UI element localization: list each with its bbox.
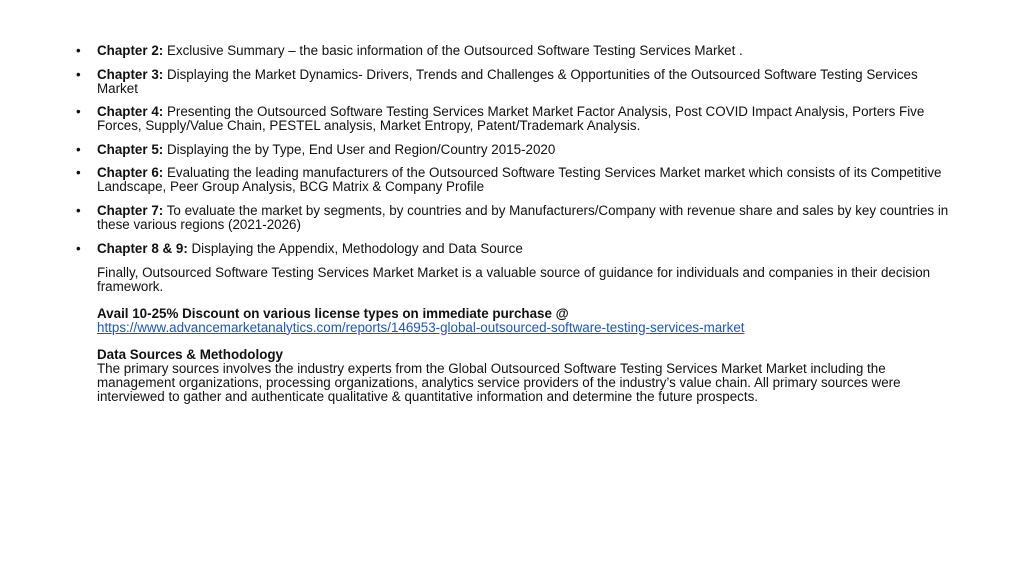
chapter-item-7 (76, 204, 956, 232)
chapter-item-6 (76, 166, 956, 194)
data-sources-section (97, 348, 956, 404)
chapter-description: Displaying the by Type, End User and Region/Country 2015-2020 (166, 141, 556, 157)
bullet-icon: • (76, 66, 81, 82)
chapter-label: Chapter 5: (97, 141, 164, 157)
chapter-description: Evaluating the leading manufacturers of the Outsourced Software Testing Services Market market which consists of its Competitive Landscape, Peer Group Analysis, BCG Matrix & Company Profile (97, 165, 942, 195)
data-sources-heading: Data Sources & Methodology (97, 346, 284, 362)
chapter-label: Chapter 8 & 9: (97, 240, 188, 256)
chapter-text (97, 204, 956, 232)
chapter-description: Presenting the Outsourced Software Testing Services Market Market Factor Analysis, Post COVID Impact Analysis, Porters Five Forces, Supply/Value Chain, PESTEL analysis, Market Entropy, Patent/Trademark Analysis. (97, 104, 925, 134)
report-link[interactable]: https://www.advancemarketanalytics.com/reports/146953-global-outsourced-software-testing-services-market (97, 319, 745, 335)
chapter-item-4 (76, 105, 956, 133)
chapter-item-5 (76, 143, 956, 157)
chapter-text (97, 242, 956, 256)
chapter-item-8-9 (76, 242, 956, 256)
chapter-label: Chapter 6: (97, 165, 164, 181)
bullet-icon: • (76, 202, 81, 218)
bullet-icon: • (76, 43, 81, 58)
chapter-label: Chapter 4: (97, 104, 164, 120)
bullet-icon: • (76, 240, 81, 256)
chapter-list (76, 44, 956, 256)
discount-offer (97, 307, 956, 335)
chapter-text (97, 143, 956, 157)
data-sources-text: The primary sources involves the industry experts from the Global Outsourced Software Testing Services Market Market including the management organizations, processing organizations, analytics service providers of the industry’s value chain. All primary sources were interviewed to gather and authenticate qualitative & quantitative information and determine the future prospects. (97, 360, 901, 404)
chapter-item-2 (76, 44, 956, 58)
chapter-item-3 (76, 68, 956, 96)
chapter-description: To evaluate the market by segments, by countries and by Manufacturers/Company with revenue share and sales by key countries in these various regions (2021-2026) (97, 202, 949, 232)
chapter-label: Chapter 3: (97, 66, 164, 82)
chapter-description: Displaying the Market Dynamics- Drivers, Trends and Challenges & Opportunities of the Outsourced Software Testing Services Market (97, 66, 918, 96)
chapter-text (97, 68, 956, 96)
chapter-label: Chapter 2: (97, 43, 164, 58)
chapter-text (97, 44, 956, 58)
bullet-icon: • (76, 104, 81, 120)
chapter-label: Chapter 7: (97, 202, 164, 218)
finally-paragraph: Finally, Outsourced Software Testing Services Market Market is a valuable source of guidance for individuals and companies in their decision framework. (97, 264, 931, 294)
chapter-text (97, 105, 956, 133)
bullet-icon: • (76, 165, 81, 181)
chapter-description: Displaying the Appendix, Methodology and Data Source (191, 240, 523, 256)
chapter-text (97, 166, 956, 194)
chapter-description: Exclusive Summary – the basic information of the Outsourced Software Testing Services Market . (166, 43, 743, 58)
slide-content (76, 44, 956, 404)
bullet-icon: • (76, 141, 81, 157)
discount-heading: Avail 10-25% Discount on various license types on immediate purchase @ (97, 305, 569, 321)
